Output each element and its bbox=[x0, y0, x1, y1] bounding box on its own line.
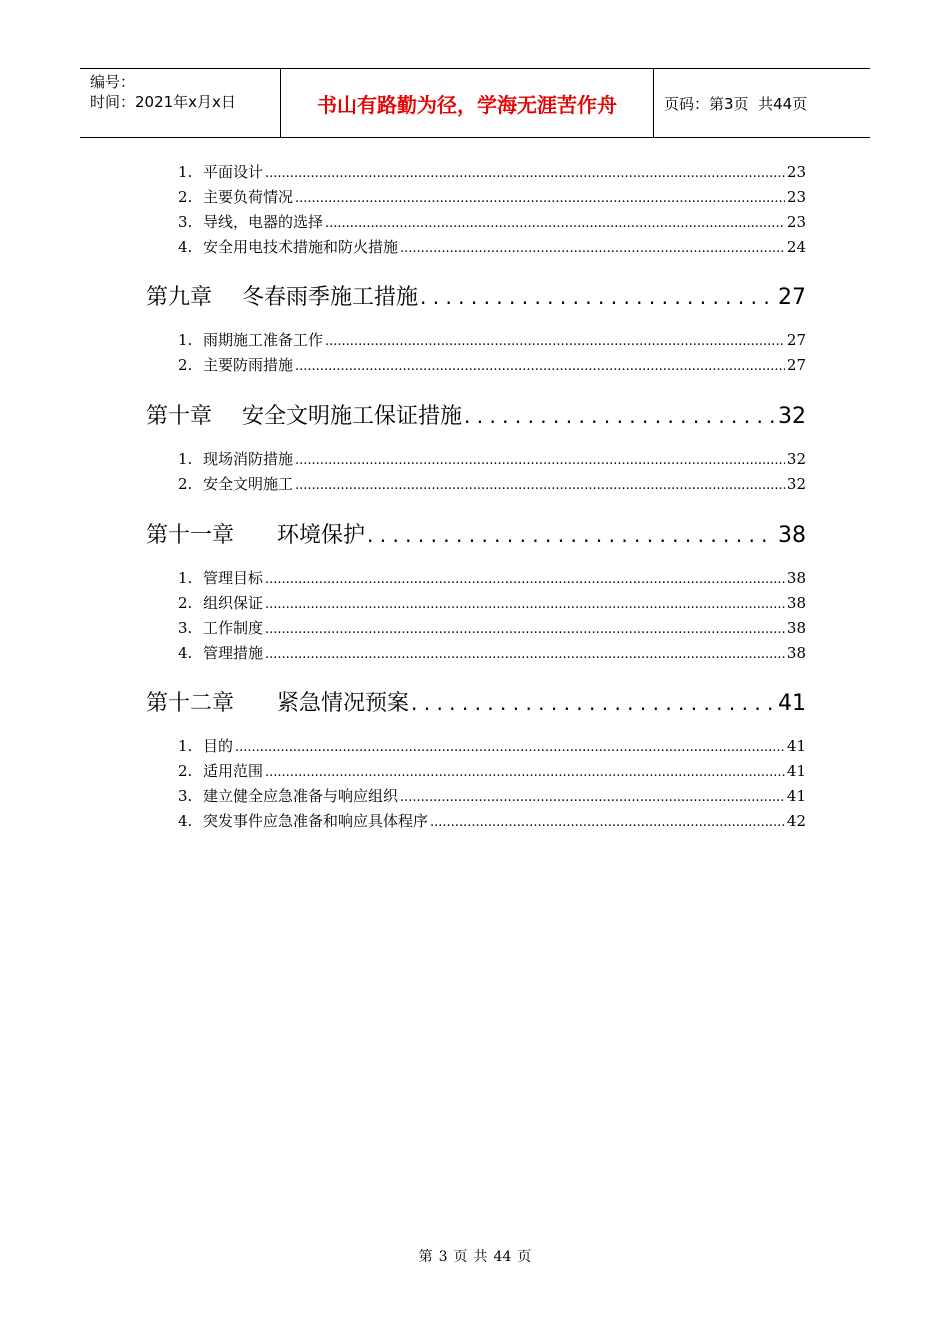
toc-entry[interactable] bbox=[178, 567, 806, 589]
entry-title: 管理措施 bbox=[203, 644, 264, 662]
chapter-page: 27 bbox=[778, 285, 806, 310]
page-footer bbox=[0, 1246, 950, 1266]
entry-title: 建立健全应急准备与响应组织 bbox=[203, 787, 399, 805]
entry-number: 3. bbox=[178, 213, 193, 231]
chapter-title: 环境保护 bbox=[277, 523, 366, 548]
dot-leader bbox=[265, 619, 785, 637]
dot-leader bbox=[464, 404, 776, 429]
toc-chapter-11[interactable] bbox=[146, 518, 806, 548]
entry-title: 导线，电器的选择 bbox=[203, 213, 324, 231]
page-info-text: 页码：第3页 共44页 bbox=[664, 94, 808, 113]
chapter-number: 第九章 bbox=[146, 285, 213, 310]
toc-chapter-9[interactable] bbox=[146, 280, 806, 310]
entry-title: 安全用电技术措施和防火措施 bbox=[203, 238, 399, 256]
footer-total-pages: 44 bbox=[493, 1249, 512, 1265]
entry-title: 组织保证 bbox=[203, 594, 264, 612]
toc-entry[interactable] bbox=[178, 642, 806, 664]
chapter-number: 第十一章 bbox=[146, 523, 235, 548]
dot-leader bbox=[430, 812, 785, 830]
entry-number: 3. bbox=[178, 619, 193, 637]
entry-number: 2. bbox=[178, 356, 193, 374]
time-label: 时间：2021年x月x日 bbox=[90, 93, 236, 111]
chapter-number: 第十章 bbox=[146, 404, 213, 429]
toc-entry[interactable] bbox=[178, 592, 806, 614]
chapter-title: 冬春雨季施工措施 bbox=[242, 285, 419, 310]
entry-title: 突发事件应急准备和响应具体程序 bbox=[203, 812, 429, 830]
entry-page: 24 bbox=[786, 238, 806, 256]
entry-number: 1. bbox=[178, 450, 193, 468]
entry-title: 管理目标 bbox=[203, 569, 264, 587]
footer-suffix: 页 bbox=[517, 1249, 532, 1265]
entry-title: 现场消防措施 bbox=[203, 450, 294, 468]
toc-entry[interactable] bbox=[178, 448, 806, 470]
dot-leader bbox=[400, 787, 785, 805]
header-motto: 书山有路勤为径，学海无涯苦作舟 bbox=[281, 69, 654, 137]
dot-leader bbox=[265, 594, 785, 612]
dot-leader bbox=[325, 213, 785, 231]
entry-page: 38 bbox=[786, 569, 806, 587]
dot-leader bbox=[265, 163, 785, 181]
chapter-page: 38 bbox=[778, 523, 806, 548]
entry-title: 安全文明施工 bbox=[203, 475, 294, 493]
entry-title: 适用范围 bbox=[203, 762, 264, 780]
toc-entry[interactable] bbox=[178, 617, 806, 639]
header-meta bbox=[80, 69, 281, 137]
toc-entry[interactable] bbox=[178, 473, 806, 495]
chapter-number: 第十二章 bbox=[146, 691, 235, 716]
chapter-title: 安全文明施工保证措施 bbox=[242, 404, 463, 429]
toc-entry[interactable] bbox=[178, 161, 806, 183]
entry-page: 42 bbox=[786, 812, 806, 830]
toc-entry[interactable] bbox=[178, 236, 806, 258]
entry-title: 目的 bbox=[203, 737, 234, 755]
entry-number: 2. bbox=[178, 475, 193, 493]
entry-number: 3. bbox=[178, 787, 193, 805]
entry-page: 27 bbox=[786, 356, 806, 374]
entry-page: 23 bbox=[786, 188, 806, 206]
chapter-page: 32 bbox=[778, 404, 806, 429]
entry-number: 1. bbox=[178, 163, 193, 181]
toc-entry[interactable] bbox=[178, 186, 806, 208]
toc-chapter-10[interactable] bbox=[146, 399, 806, 429]
entry-page: 23 bbox=[786, 163, 806, 181]
entry-page: 23 bbox=[786, 213, 806, 231]
entry-page: 38 bbox=[786, 619, 806, 637]
entry-page: 27 bbox=[786, 331, 806, 349]
header-page-info bbox=[654, 69, 870, 137]
toc-entry[interactable] bbox=[178, 735, 806, 757]
dot-leader bbox=[420, 285, 776, 310]
entry-title: 平面设计 bbox=[203, 163, 264, 181]
dot-leader bbox=[400, 238, 785, 256]
dot-leader bbox=[265, 644, 785, 662]
chapter-title: 紧急情况预案 bbox=[277, 691, 410, 716]
toc-entry[interactable] bbox=[178, 810, 806, 832]
toc-entry[interactable] bbox=[178, 760, 806, 782]
entry-number: 1. bbox=[178, 331, 193, 349]
entry-number: 4. bbox=[178, 644, 193, 662]
footer-current-page: 3 bbox=[438, 1249, 448, 1265]
dot-leader bbox=[265, 569, 785, 587]
entry-title: 雨期施工准备工作 bbox=[203, 331, 324, 349]
footer-total-label: 共 bbox=[473, 1249, 488, 1265]
entry-number: 4. bbox=[178, 238, 193, 256]
entry-number: 2. bbox=[178, 188, 193, 206]
toc-entry[interactable] bbox=[178, 329, 806, 351]
toc-entry[interactable] bbox=[178, 211, 806, 233]
entry-page: 41 bbox=[786, 762, 806, 780]
dot-leader bbox=[295, 356, 785, 374]
chapter-page: 41 bbox=[778, 691, 806, 716]
dot-leader bbox=[265, 762, 785, 780]
footer-mid: 页 bbox=[453, 1249, 468, 1265]
dot-leader bbox=[295, 188, 785, 206]
entry-title: 主要防雨措施 bbox=[203, 356, 294, 374]
dot-leader bbox=[367, 523, 776, 548]
entry-title: 主要负荷情况 bbox=[203, 188, 294, 206]
entry-page: 41 bbox=[786, 787, 806, 805]
entry-title: 工作制度 bbox=[203, 619, 264, 637]
document-header bbox=[80, 68, 870, 138]
entry-number: 2. bbox=[178, 594, 193, 612]
entry-number: 4. bbox=[178, 812, 193, 830]
entry-page: 38 bbox=[786, 644, 806, 662]
dot-leader bbox=[411, 691, 776, 716]
toc-entry[interactable] bbox=[178, 785, 806, 807]
dot-leader bbox=[325, 331, 785, 349]
entry-number: 2. bbox=[178, 762, 193, 780]
entry-page: 38 bbox=[786, 594, 806, 612]
entry-number: 1. bbox=[178, 737, 193, 755]
dot-leader bbox=[295, 450, 785, 468]
dot-leader bbox=[295, 475, 785, 493]
toc-chapter-12[interactable] bbox=[146, 686, 806, 716]
entry-number: 1. bbox=[178, 569, 193, 587]
toc-entry[interactable] bbox=[178, 354, 806, 376]
entry-page: 32 bbox=[786, 475, 806, 493]
entry-page: 41 bbox=[786, 737, 806, 755]
footer-prefix: 第 bbox=[418, 1249, 433, 1265]
serial-label: 编号： bbox=[90, 73, 136, 91]
dot-leader bbox=[235, 737, 785, 755]
entry-page: 32 bbox=[786, 450, 806, 468]
